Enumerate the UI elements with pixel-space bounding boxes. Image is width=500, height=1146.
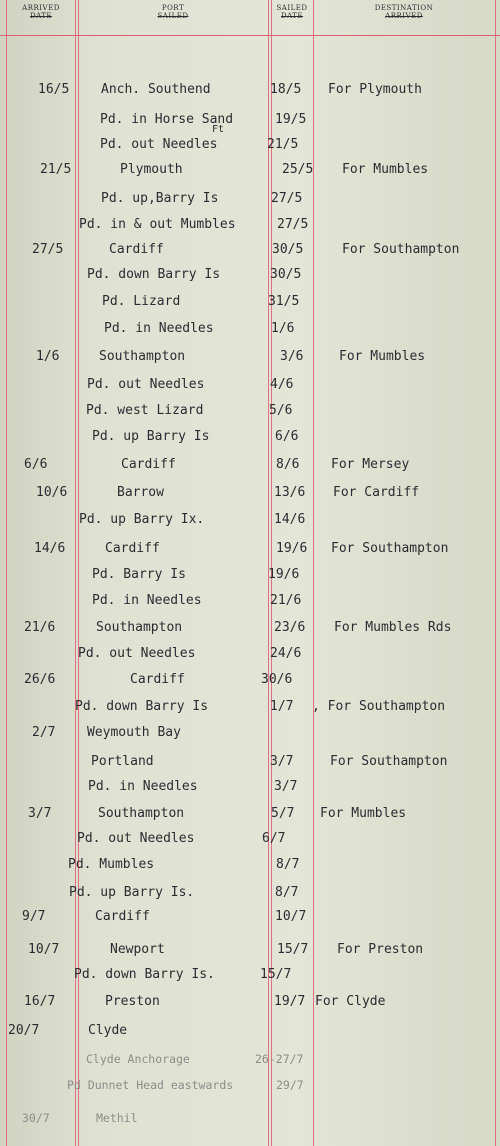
header-arrived-label: ARRIVED: [22, 4, 60, 12]
port-entry: Pd. in Horse Sand: [100, 112, 234, 127]
sailed-date: 19/6: [276, 541, 308, 556]
sailed-date: 27/5: [271, 191, 303, 206]
destination-entry: For Mumbles: [320, 806, 407, 821]
port-entry: Pd. in Needles: [88, 779, 198, 794]
sailed-date: 19/6: [268, 567, 300, 582]
port-entry: Pd. out Needles: [100, 137, 218, 152]
arrived-date: 14/6: [34, 541, 66, 556]
port-entry: Pd Dunnet Head eastwards: [67, 1078, 234, 1092]
port-entry: Pd. in Needles: [92, 593, 202, 608]
arrived-date: 16/7: [24, 994, 56, 1009]
sailed-date: 8/7: [275, 885, 299, 900]
sailed-date: 18/5: [270, 82, 302, 97]
arrived-date: 30/7: [22, 1111, 50, 1125]
sailed-date: 24/6: [270, 646, 302, 661]
sailed-date: 5/7: [271, 806, 295, 821]
port-entry: Preston: [105, 994, 160, 1009]
destination-entry: For Mumbles: [342, 162, 429, 177]
sailed-date: 8/7: [276, 857, 300, 872]
arrived-date: 2/7: [32, 725, 56, 740]
port-entry: Cardiff: [109, 242, 164, 257]
header-rule: [0, 35, 500, 36]
port-entry: Pd. down Barry Is: [75, 699, 209, 714]
arrived-date: 9/7: [22, 909, 46, 924]
sailed-date: 21/6: [270, 593, 302, 608]
header-port: [80, 4, 266, 20]
arrived-date: 6/6: [24, 457, 48, 472]
port-entry: Pd. Barry Is: [92, 567, 186, 582]
port-entry: Pd. in & out Mumbles: [79, 217, 236, 232]
destination-entry: For Mumbles Rds: [334, 620, 452, 635]
sailed-date: 6/7: [262, 831, 286, 846]
port-entry: Pd. up,Barry Is: [101, 191, 219, 206]
sailed-date: 27/5: [277, 217, 309, 232]
port-entry: Pd. up Barry Is: [92, 429, 210, 444]
sailed-date: 3/7: [270, 754, 294, 769]
destination-entry: For Cardiff: [333, 485, 420, 500]
arrived-date: 10/6: [36, 485, 68, 500]
margin-note: Ft: [212, 124, 225, 135]
port-entry: Barrow: [117, 485, 164, 500]
header-port-sub: SAILED: [157, 12, 189, 20]
header-destination: [315, 4, 493, 20]
destination-entry: For Southampton: [331, 541, 449, 556]
sailed-date: 5/6: [269, 403, 293, 418]
port-entry: Cardiff: [95, 909, 150, 924]
sailed-date: 25/5: [282, 162, 314, 177]
port-entry: Newport: [110, 942, 165, 957]
sailed-date: 4/6: [270, 377, 294, 392]
sailed-date: 19/5: [275, 112, 307, 127]
port-entry: Pd. out Needles: [78, 646, 196, 661]
sailed-date: 15/7: [260, 967, 292, 982]
arrived-date: 21/6: [24, 620, 56, 635]
destination-entry: For Southampton: [342, 242, 460, 257]
arrived-date: 21/5: [40, 162, 72, 177]
destination-entry: For Mersey: [331, 457, 410, 472]
port-entry: Southampton: [96, 620, 183, 635]
column-rule: [6, 0, 7, 1146]
sailed-date: 8/6: [276, 457, 300, 472]
port-entry: Pd. west Lizard: [86, 403, 204, 418]
arrived-date: 10/7: [28, 942, 60, 957]
sailed-date: 23/6: [274, 620, 306, 635]
port-entry: Cardiff: [121, 457, 176, 472]
sailed-date: 1/6: [271, 321, 295, 336]
sailed-date: 30/5: [272, 242, 304, 257]
arrived-date: 27/5: [32, 242, 64, 257]
sailed-date: 31/5: [268, 294, 300, 309]
header-destination-sub: ARRIVED: [385, 12, 423, 20]
destination-entry: For Mumbles: [339, 349, 426, 364]
destination-entry: For Plymouth: [328, 82, 422, 97]
port-entry: Clyde: [88, 1023, 128, 1038]
port-entry: Pd. Lizard: [102, 294, 181, 309]
port-entry: Cardiff: [105, 541, 160, 556]
sailed-date: 21/5: [267, 137, 299, 152]
sailed-date: 10/7: [275, 909, 307, 924]
destination-entry: For Clyde: [315, 994, 386, 1009]
destination-entry: , For Southampton: [312, 699, 446, 714]
header-arrived: [8, 4, 74, 20]
header-destination-label: DESTINATION: [374, 4, 434, 12]
arrived-date: 16/5: [38, 82, 70, 97]
arrived-date: 1/6: [36, 349, 60, 364]
port-entry: Southampton: [99, 349, 186, 364]
port-entry: Pd. down Barry Is: [87, 267, 221, 282]
arrived-date: 26/6: [24, 672, 56, 687]
port-entry: Pd. in Needles: [104, 321, 214, 336]
header-sailed: [272, 4, 312, 20]
port-entry: Plymouth: [120, 162, 183, 177]
sailed-date: 14/6: [274, 512, 306, 527]
port-entry: Portland: [91, 754, 154, 769]
port-entry: Pd. up Barry Ix.: [79, 512, 205, 527]
sailed-date: 6/6: [275, 429, 299, 444]
port-entry: Clyde Anchorage: [86, 1052, 190, 1066]
port-entry: Pd. down Barry Is.: [74, 967, 215, 982]
port-entry: Weymouth Bay: [87, 725, 181, 740]
sailed-date: 30/6: [261, 672, 293, 687]
arrived-date: 3/7: [28, 806, 52, 821]
column-rule: [495, 0, 496, 1146]
sailed-date: 1/7: [270, 699, 294, 714]
arrived-date: 20/7: [8, 1023, 40, 1038]
port-entry: Methil: [96, 1111, 138, 1125]
sailed-date: 30/5: [270, 267, 302, 282]
port-entry: Cardiff: [130, 672, 185, 687]
header-sailed-label: SAILED: [276, 4, 308, 12]
port-entry: Pd. Mumbles: [68, 857, 155, 872]
header-port-label: PORT: [161, 4, 185, 12]
sailed-date: 13/6: [274, 485, 306, 500]
sailed-date: 29/7: [276, 1078, 304, 1092]
port-entry: Anch. Southend: [101, 82, 211, 97]
sailed-date: 19/7: [274, 994, 306, 1009]
header-arrived-sub: DATE: [29, 12, 53, 20]
port-entry: Pd. up Barry Is.: [69, 885, 195, 900]
destination-entry: For Southampton: [330, 754, 448, 769]
port-entry: Pd. out Needles: [77, 831, 195, 846]
port-entry: Pd. out Needles: [87, 377, 205, 392]
sailed-date: 3/7: [274, 779, 298, 794]
port-entry: Southampton: [98, 806, 185, 821]
sailed-date: 26-27/7: [255, 1052, 304, 1066]
sailed-date: 3/6: [280, 349, 304, 364]
header-sailed-sub: DATE: [280, 12, 304, 20]
destination-entry: For Preston: [337, 942, 424, 957]
sailed-date: 15/7: [277, 942, 309, 957]
